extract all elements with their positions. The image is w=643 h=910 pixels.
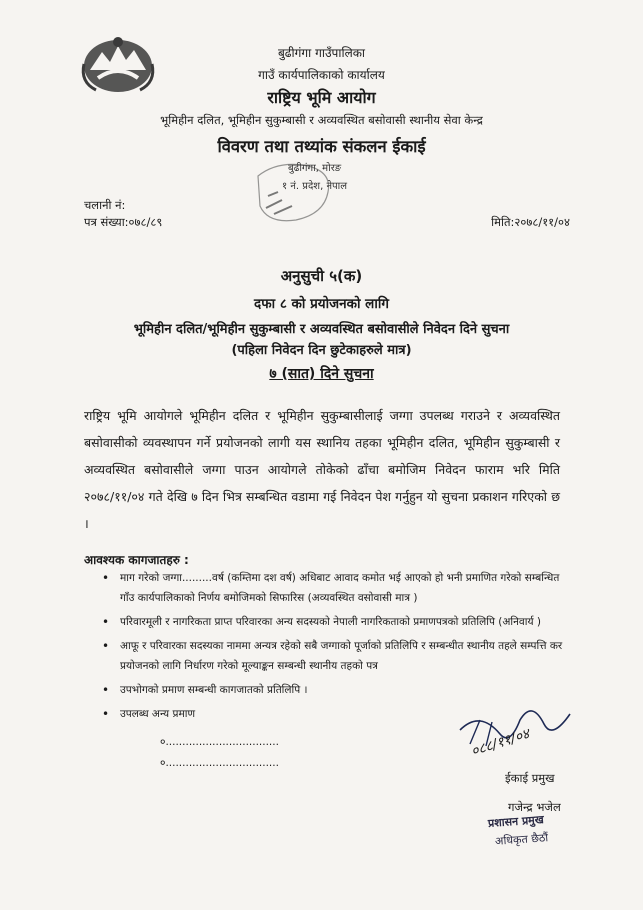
stamp-line2: १ नं. प्रदेश, नेपाल xyxy=(282,181,348,192)
list-item xyxy=(98,636,568,676)
notice-note: (पहिला निवेदन दिन छुटेकाहरुले मात्र) xyxy=(231,343,412,358)
bullet-icon: • xyxy=(102,639,110,653)
document-item-text: उपलब्ध अन्य प्रमाण xyxy=(120,708,196,720)
section-purpose: दफा ८ को प्रयोजनको लागि xyxy=(254,296,389,312)
header-office: गाउँ कार्यपालिकाको कार्यालय xyxy=(258,68,385,82)
list-item xyxy=(98,568,568,608)
signatory-title: प्रशासन प्रमुख xyxy=(487,813,545,830)
list-item xyxy=(98,612,568,632)
unit-head-label: ईकाई प्रमुख xyxy=(505,771,555,785)
signatory-subtitle: अधिकृत छैठौं xyxy=(494,831,549,848)
bullet-icon: • xyxy=(102,707,110,721)
chalani-number: चलानी नं: xyxy=(84,198,126,212)
stamp-line1: बुढीगंगा, मोरङ xyxy=(288,163,342,174)
bullet-icon: • xyxy=(102,683,110,697)
blank-line-1: ०.................................. xyxy=(160,736,279,748)
header-service-center: भूमिहीन दलित, भूमिहीन सुकुम्बासी र अव्यवस्थित बसोवासी स्थानीय सेवा केन्द्र xyxy=(160,113,483,127)
documents-title: आवश्यक कागजातहरु : xyxy=(84,553,189,567)
signature-date: ०८८/११/०४ xyxy=(469,726,532,760)
schedule-title: अनुसुची ५(क) xyxy=(280,267,363,285)
document-item-text: आफू र परिवारका सदस्यका नाममा अन्यत्र रहेको सबै जग्गाको पूर्जाको प्रतिलिपि र सम्बन्धीत स्थानीय तहले सम्पत्ति कर प्रयोजनको लागि निर्धारण गरेको मूल्याङ्कन सम्बन्धी स्थानीय तहको पत्र xyxy=(120,640,563,672)
header-unit: विवरण तथा तथ्यांक संकलन ईकाई xyxy=(217,137,426,156)
bullet-icon: • xyxy=(102,615,110,629)
list-item xyxy=(98,680,568,700)
notice-paragraph: राष्ट्रिय भूमि आयोगले भूमिहीन दलित र भूमिहीन सुकुम्बासीलाई जग्गा उपलब्ध गराउने र अव्यवस्थित बसोवासीको व्यवस्थापन गर्ने प्रयोजनको लागी यस स्थानिय तहका भूमिहीन दलित, भूमिहीन सुकुम्बासी र अव्यवस्थित बसोवासीले जग्गा पाउन आयोगले तोकेको ढाँचा बमोजिम निवेदन फाराम भरि मिति २०७८/११/०४ गते देखि ७ दिन भित्र सम्बन्धित वडामा गई निवेदन पेश गर्नुहुन यो सुचना प्रकाशन गरिएको छ । xyxy=(84,408,560,531)
document-item-text: परिवारमूली र नागरिकता प्राप्त परिवारका अन्य सदस्यको नेपाली नागरिकताको प्रमाणपत्रको प्रतिलिपि (अनिवार्य ) xyxy=(120,616,541,628)
document-item-text: उपभोगको प्रमाण सम्बन्धी कागजातको प्रतिलिपि । xyxy=(120,684,308,696)
bullet-icon: • xyxy=(102,571,110,585)
notice-heading-text: ७ (सात) दिने सुचना xyxy=(269,366,374,382)
notice-heading xyxy=(0,364,643,383)
header-commission: राष्ट्रिय भूमि आयोग xyxy=(267,88,376,107)
signatory-name: गजेन्द्र भजेल xyxy=(508,800,561,814)
header-municipality: बुढीगंगा गाउँपालिका xyxy=(277,46,366,60)
blank-line-2: ०.................................. xyxy=(160,757,279,769)
letter-date: मिति:२०७८/११/०४ xyxy=(491,215,570,229)
letter-number: पत्र संख्या:०७८/८९ xyxy=(84,215,163,229)
notice-subject: भूमिहीन दलित/भूमिहीन सुकुम्बासी र अव्यवस्थित बसोवासीले निवेदन दिने सुचना xyxy=(133,322,510,337)
document-item-text: माग गरेको जग्गा.........वर्ष (कम्तिमा दश वर्ष) अधिबाट आवाद कमोत भई आएको हो भनी प्रमाणित गरेको सम्बन्धित गाँउ कार्यपालिकाको निर्णय बमोजिमको सिफारिस (अव्यवस्थित वसोवासी मात्र ) xyxy=(120,572,560,604)
